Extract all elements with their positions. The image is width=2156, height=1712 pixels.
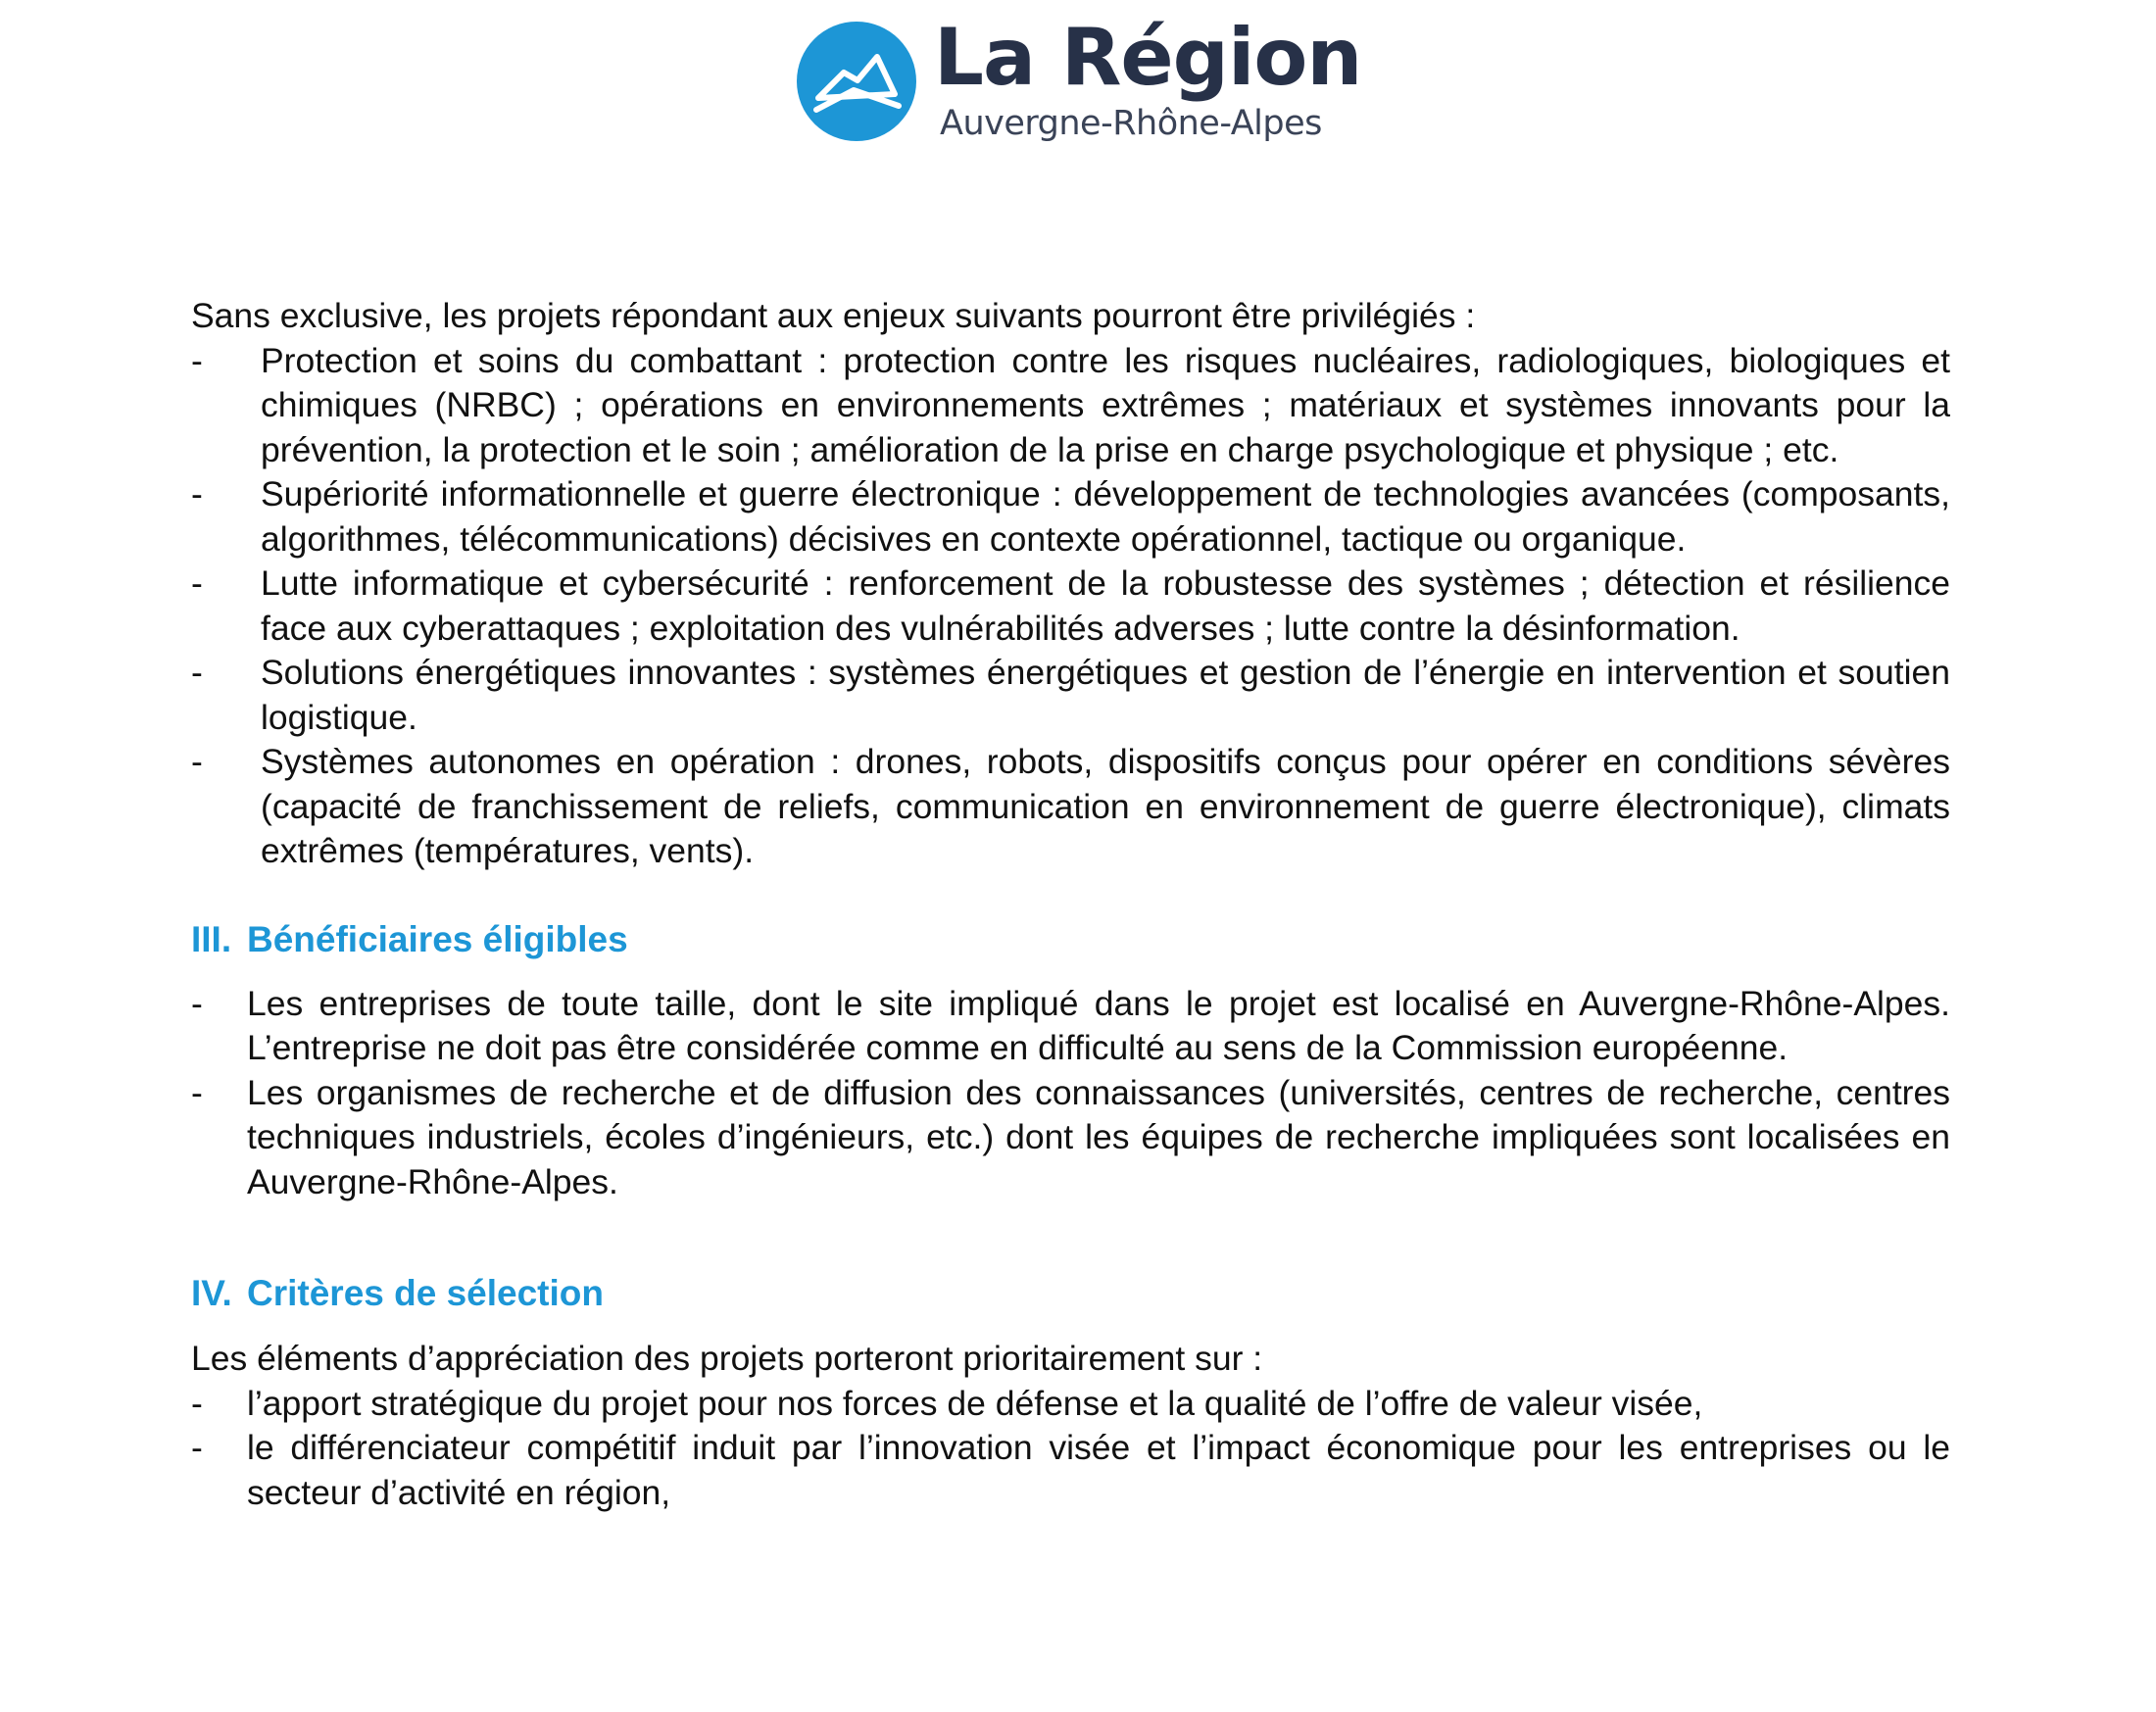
list-item: - Les organismes de recherche et de diffusion des connaissances (universités, centres de recherche, centres techniques industriels, écoles d’ingénieurs, etc.) dont les équipes de recherche impliquées sont localisées en Auvergne-Rhône-Alpes.: [191, 1072, 1950, 1201]
bullet-dash: -: [191, 563, 203, 603]
page-header: [797, 12, 1385, 145]
bullet-dash: -: [191, 340, 203, 380]
bullet-dash: -: [191, 1072, 203, 1112]
section-heading-criteres: [191, 1271, 1950, 1315]
enjeux-intro: Sans exclusive, les projets répondant aux enjeux suivants pourront être privilégiés :: [191, 296, 1476, 335]
beneficiaires-list: [191, 982, 1950, 1205]
enjeux-list: [191, 339, 1950, 874]
list-item: - Supériorité informationnelle et guerre électronique : développement de technologies avancées (composants, algorithmes, télécommunications) décisives en contexte opérationnel, tactique ou organique.: [191, 474, 1950, 559]
section-number: IV.: [191, 1273, 232, 1313]
list-item: - l’apport stratégique du projet pour nos forces de défense et la qualité de l’offre de valeur visée,: [191, 1382, 1950, 1427]
bullet-dash: -: [191, 653, 203, 692]
list-item: - Solutions énergétiques innovantes : systèmes énergétiques et gestion de l’énergie en intervention et soutien logistique.: [191, 653, 1950, 737]
criteres-list: [191, 1382, 1950, 1516]
bullet-dash: -: [191, 1428, 203, 1467]
list-item: - Systèmes autonomes en opération : drones, robots, dispositifs conçus pour opérer en conditions sévères (capacité de franchissement de reliefs, communication en environnement de guerre électronique), climats extrêmes (températures, vents).: [191, 742, 1950, 870]
section-title: Bénéficiaires éligibles: [247, 918, 628, 959]
list-item: - Protection et soins du combattant : protection contre les risques nucléaires, radiologiques, biologiques et chimiques (NRBC) ; opérations en environnements extrêmes ; matériaux et systèmes innovants pour la prévention, la protection et le soin ; amélioration de la prise en charge psychologique et physique ; etc.: [191, 340, 1950, 469]
brand-title: La Région: [934, 12, 1362, 103]
section-heading-beneficiaires: [191, 917, 1950, 961]
bullet-dash: -: [191, 742, 203, 781]
bullet-dash: -: [191, 1383, 203, 1423]
criteres-intro: Les éléments d’appréciation des projets porteront prioritairement sur :: [191, 1339, 1263, 1378]
section-title: Critères de sélection: [247, 1273, 604, 1313]
brand-subtitle: Auvergne-Rhône-Alpes: [940, 104, 1322, 143]
bullet-dash: -: [191, 474, 203, 514]
mountain-logo-icon: [797, 22, 916, 141]
list-item: - le différenciateur compétitif induit par l’innovation visée et l’impact économique pour les entreprises ou le secteur d’activité en région,: [191, 1428, 1950, 1512]
document-body: [191, 294, 1950, 1515]
list-item: - Lutte informatique et cybersécurité : renforcement de la robustesse des systèmes ; détection et résilience face aux cyberattaques ; exploitation des vulnérabilités adverses ; lutte contre la désinformation.: [191, 563, 1950, 648]
bullet-dash: -: [191, 983, 203, 1023]
list-item: - Les entreprises de toute taille, dont le site impliqué dans le projet est localisé en Auvergne-Rhône-Alpes. L’entreprise ne doit pas être considérée comme en difficulté au sens de la Commission européenne.: [191, 983, 1950, 1067]
section-number: III.: [191, 918, 232, 959]
